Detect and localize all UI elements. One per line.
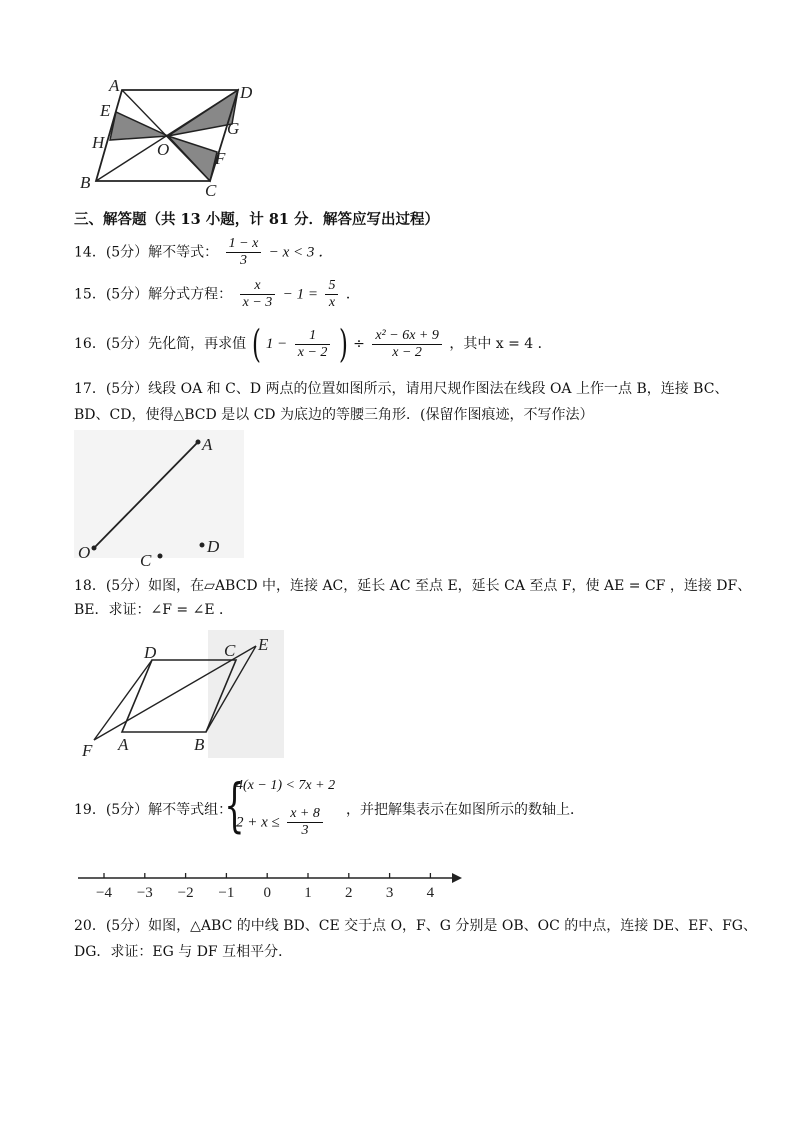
inequality-1: 4(x − 1) < 7x + 2 xyxy=(236,778,336,793)
label-H: H xyxy=(92,133,105,152)
label-D: D xyxy=(144,643,157,662)
parallelogram-abcd-figure xyxy=(78,628,288,760)
label-F: F xyxy=(82,741,93,760)
label-F: F xyxy=(215,149,226,168)
fraction-quadratic-over-x-minus-2: $\frac{\text{x² − 6x + 9}}{x - 2}$ xyxy=(372,328,442,361)
tick-label: 1 xyxy=(304,885,312,901)
label-A: A xyxy=(109,76,120,95)
question-20-line-1: 20．(5分）如图，△ABC 的中线 BD、CE 交于点 O，F、G 分别是 OB、OC 的中点，连接 DE、EF、FG、 xyxy=(74,918,757,934)
inequality-system: { 4(x − 1) < 7x + 2 2 + x ≤ $\frac{x + 8}{3}$ xyxy=(224,771,336,839)
label-A: A xyxy=(202,435,213,454)
point-O xyxy=(92,546,97,551)
label-E: E xyxy=(258,635,269,654)
label-E: E xyxy=(100,101,111,120)
label-B: B xyxy=(80,173,91,192)
shaded-triangle-left xyxy=(110,112,168,140)
number-line-arrow xyxy=(452,873,462,883)
label-D: D xyxy=(240,83,253,102)
question-17-line-1: 17．(5分）线段 OA 和 C、D 两点的位置如图所示，请用尺规作图法在线段 OA 上作一点 B，连接 BC、 xyxy=(74,381,729,397)
question-18-line-2: BE．求证：∠F = ∠E ． xyxy=(74,602,233,618)
point-C xyxy=(158,554,163,559)
label-B: B xyxy=(194,735,205,754)
label-O: O xyxy=(157,140,170,159)
tick-label: 3 xyxy=(385,885,394,901)
tick-label: 0 xyxy=(263,885,271,901)
question-19-prefix: 19．(5分）解不等式组： xyxy=(74,802,233,818)
tick-label: −4 xyxy=(96,885,112,901)
question-20-line-2: DG．求证：EG 与 DF 互相平分． xyxy=(74,944,293,960)
label-C: C xyxy=(205,181,217,200)
inequality-2: 2 + x ≤ $\frac{x + 8}{3}$ xyxy=(236,806,326,839)
tick-label: 4 xyxy=(426,885,435,901)
tick-label: 2 xyxy=(345,885,353,901)
shaded-triangle-right-bottom xyxy=(168,136,217,181)
parallelogram-figure xyxy=(78,78,268,200)
point-A xyxy=(196,440,201,445)
question-19-suffix: ，并把解集表示在如图所示的数轴上． xyxy=(346,802,584,818)
number-line xyxy=(76,864,468,904)
section-heading: 三、解答题（共 13 小题，计 81 分．解答应写出过程） xyxy=(74,211,440,228)
fraction-5-over-x: $\frac{5}{x}$ xyxy=(325,278,338,311)
segment-oa-figure xyxy=(72,428,252,568)
label-C: C xyxy=(224,641,236,660)
label-C: C xyxy=(140,551,152,570)
tick-label: −2 xyxy=(177,885,194,901)
tick-label: −3 xyxy=(136,885,153,901)
fraction-1-over-x-minus-2: $\frac{1}{x - 2}$ xyxy=(295,328,331,361)
point-D xyxy=(200,543,205,548)
label-O: O xyxy=(78,543,91,562)
question-17-line-2: BD、CD，使得△BCD 是以 CD 为底边的等腰三角形．(保留作图痕迹，不写作法） xyxy=(74,407,594,423)
label-A: A xyxy=(118,735,129,754)
fraction-1-minus-x-over-3: $\frac{1 - x}{3}$ xyxy=(226,236,262,269)
question-14: 14．(5分）解不等式： $\frac{1 - x}{3}$ − x < 3 ． xyxy=(74,236,334,268)
fraction-x-over-x-minus-3: $\frac{x}{x - 3}$ xyxy=(240,278,276,311)
tick-label: −1 xyxy=(218,885,235,901)
question-18-line-1: 18．(5分）如图，在▱ABCD 中，连接 AC，延长 AC 至点 E，延长 CA 至点 F，使 AE = CF ，连接 DF、 xyxy=(74,578,752,594)
question-15: 15．(5分）解分式方程： $\frac{x}{x - 3}$ − 1 = $\frac{5}{x}$ ． xyxy=(74,278,360,310)
label-D: D xyxy=(207,537,220,556)
question-16: 16．(5分）先化简，再求值 ( 1 − $\frac{1}{x - 2}$ ) ÷ $\frac{\text{x² − 6x + 9}}{x - 2}$ ，其中 x = 4 ． xyxy=(74,322,552,366)
label-G: G xyxy=(227,119,240,138)
